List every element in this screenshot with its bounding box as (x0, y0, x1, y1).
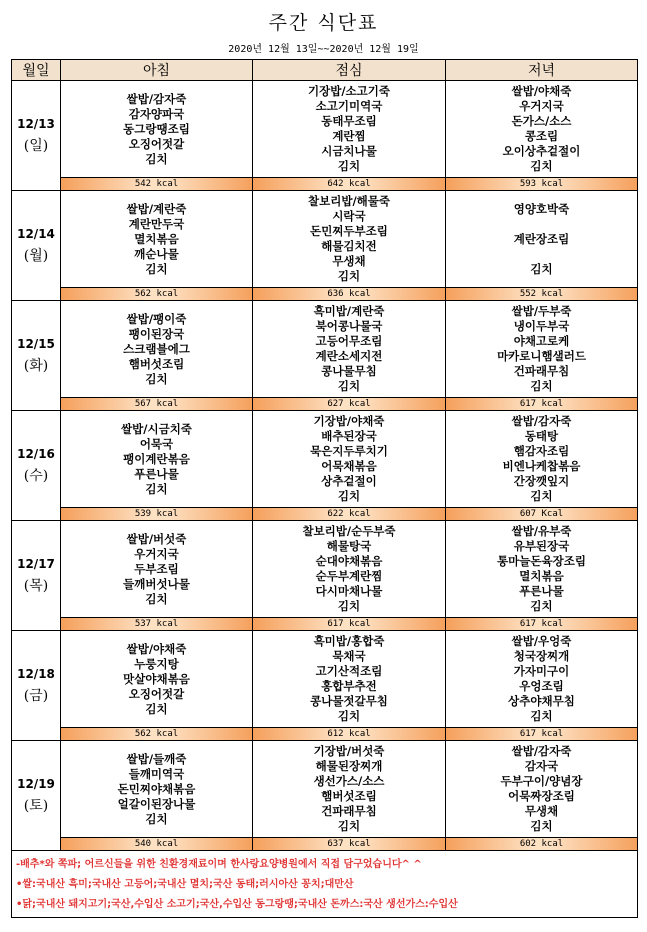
day-cell (12, 631, 61, 741)
date-label: 12/19 (17, 776, 55, 791)
menu-item: 돈민찌야채볶음 (117, 781, 196, 796)
menu-item: 계란찜 (332, 129, 366, 143)
breakfast-cell (61, 411, 253, 508)
day-cell (12, 191, 61, 301)
menu-item: 해물된장찌개 (315, 759, 383, 773)
menu-item: 콩나물젓갈무침 (310, 694, 388, 708)
day-row (12, 631, 638, 728)
menu-item: 햄버섯조림 (128, 356, 185, 371)
menu-item: 두부조림 (134, 561, 179, 576)
kcal-cell: 567 kcal (61, 398, 253, 411)
weekly-menu-table (11, 59, 638, 918)
breakfast-cell (61, 631, 253, 728)
day-row (12, 81, 638, 178)
menu-item: 오이상추겉절이 (502, 144, 581, 158)
kcal-cell: 562 kcal (61, 728, 253, 741)
menu-item: 쌀밥/버섯죽 (126, 531, 187, 546)
menu-item: 상추야채무침 (508, 694, 575, 708)
lunch-cell (253, 741, 446, 838)
kcal-cell: 617 kcal (446, 398, 638, 411)
menu-item: 들깨미역국 (128, 766, 185, 781)
kcal-cell: 642 kcal (253, 178, 446, 191)
menu-item: 맛살야채볶음 (123, 671, 190, 686)
menu-item: 청국장찌개 (513, 649, 570, 663)
weekday-label: (일) (23, 137, 49, 154)
footnotes (12, 851, 638, 918)
kcal-row (12, 728, 638, 741)
lunch-cell (253, 631, 446, 728)
menu-item: 쌀밥/감자죽 (511, 744, 572, 758)
menu-item: 어묵짜장조림 (508, 789, 575, 803)
weekday-label: (목) (23, 577, 49, 594)
breakfast-cell (61, 191, 253, 288)
menu-item: 다시마채나물 (315, 584, 383, 598)
menu-item: 김치 (530, 599, 553, 613)
breakfast-cell (61, 301, 253, 398)
day-cell (12, 301, 61, 411)
menu-item: 깨순나물 (134, 246, 179, 261)
menu-item: 쌀밥/계란죽 (126, 201, 187, 216)
dinner-cell (446, 81, 638, 178)
menu-item: 감자양파국 (128, 106, 185, 121)
menu-item: 찰보리밥/해물죽 (308, 194, 390, 208)
menu-item: 햄감자조림 (513, 444, 570, 458)
menu-item: 어묵국 (139, 436, 174, 451)
menu-item: 동태무조림 (321, 114, 377, 128)
kcal-row (12, 618, 638, 631)
kcal-cell: 622 kcal (253, 508, 446, 521)
menu-item: 멸치볶음 (134, 231, 179, 246)
menu-item: 동태탕 (524, 429, 559, 443)
kcal-row (12, 178, 638, 191)
dinner-cell (446, 521, 638, 618)
menu-item: 생선가스/소스 (313, 774, 385, 788)
menu-item: 우거지국 (519, 99, 564, 113)
menu-item: 김치 (337, 379, 361, 393)
menu-item: 멸치볶음 (519, 569, 564, 583)
kcal-cell: 537 kcal (61, 618, 253, 631)
menu-body (12, 81, 638, 851)
kcal-cell: 539 kcal (61, 508, 253, 521)
menu-item: 스크램블에그 (123, 341, 190, 356)
dinner-cell (446, 631, 638, 728)
menu-item: 쌀밥/두부죽 (511, 304, 572, 318)
menu-item: 야채고로케 (513, 334, 570, 348)
menu-item: 비엔나케찹볶음 (502, 459, 581, 473)
breakfast-cell (61, 741, 253, 838)
header-day: 월일 (12, 60, 61, 81)
day-cell (12, 81, 61, 191)
menu-item: 계란만두국 (128, 216, 185, 231)
header-row (12, 60, 638, 81)
menu-item: 김치 (145, 811, 168, 826)
menu-item: 김치 (145, 261, 168, 276)
menu-item: 건파래무침 (513, 364, 570, 378)
menu-item: 오징어젓갈 (128, 136, 185, 151)
menu-item: 계란소세지전 (315, 349, 383, 363)
menu-item: 쌀밥/시금치죽 (121, 421, 192, 436)
menu-item: 기장밥/버섯죽 (313, 744, 385, 758)
menu-item: 소고기미역국 (315, 99, 383, 113)
kcal-cell: 617 kcal (253, 618, 446, 631)
kcal-cell: 562 kcal (61, 288, 253, 301)
day-cell (12, 411, 61, 521)
menu-period: 2020년 12월 13일~~2020년 12월 19일 (228, 44, 419, 55)
menu-item: 유부된장국 (513, 539, 570, 553)
menu-item: 푸른나물 (134, 466, 179, 481)
kcal-row (12, 398, 638, 411)
menu-item: 시금치나물 (321, 144, 377, 158)
footnote-line: •쌀:국내산 흑미;국내산 고등어;국내산 멸치;국산 동태;러시아산 꽁치;대만산 (16, 879, 354, 890)
header-lunch: 점심 (253, 60, 446, 81)
menu-item: 배추된장국 (321, 429, 377, 443)
menu-item: 순대야채볶음 (315, 554, 383, 568)
menu-item: 묵은지두루치기 (310, 444, 388, 458)
lunch-cell (253, 191, 446, 288)
menu-item (446, 217, 637, 232)
menu-item: 들깨버섯나물 (123, 576, 190, 591)
menu-item: 누룽지탕 (134, 656, 179, 671)
menu-item: 콩나물무침 (321, 364, 377, 378)
weekday-label: (화) (23, 357, 49, 374)
menu-item: 김치 (530, 819, 553, 833)
menu-item: 냉이두부국 (513, 319, 570, 333)
menu-item: 영양호박죽 (513, 201, 570, 216)
kcal-row (12, 288, 638, 301)
menu-item: 김치 (145, 371, 168, 386)
footnote-line: -배추*와 쪽파; 어르신들을 위한 친환경재료이며 한사랑요양병원에서 직접 담구었습니다^ ^ (16, 859, 422, 870)
menu-item: 기장밥/소고기죽 (308, 84, 390, 98)
menu-item: 김치 (145, 151, 168, 166)
menu-item: 김치 (530, 261, 553, 276)
menu-item: 해물탕국 (326, 539, 372, 553)
menu-item: 쌀밥/들깨죽 (126, 751, 187, 766)
menu-item: 동그랑땡조림 (123, 121, 190, 136)
menu-item: 김치 (337, 709, 361, 723)
footnote-line: •닭;국내산 돼지고기;국산,수입산 소고기;국산,수입산 동그랑땡;국내산 돈까스:국산 생선가스:수입산 (16, 899, 458, 910)
breakfast-cell (61, 521, 253, 618)
menu-item: 마카로니햄샐러드 (497, 349, 586, 363)
lunch-cell (253, 521, 446, 618)
dinner-cell (446, 411, 638, 508)
menu-item: 김치 (145, 481, 168, 496)
menu-item: 묵채국 (332, 649, 366, 663)
menu-item: 무생채 (524, 804, 559, 818)
menu-item: 돈민찌두부조림 (310, 224, 388, 238)
kcal-row (12, 838, 638, 851)
date-label: 12/16 (17, 446, 55, 461)
menu-item: 김치 (145, 701, 168, 716)
kcal-cell: 552 kcal (446, 288, 638, 301)
menu-item: 통마늘돈육장조림 (497, 554, 586, 568)
menu-item: 김치 (337, 159, 361, 173)
menu-item: 가자미구이 (513, 664, 570, 678)
menu-item: 쌀밥/우엉죽 (511, 634, 572, 648)
date-label: 12/17 (17, 556, 55, 571)
kcal-cell: 637 kcal (253, 838, 446, 851)
menu-item: 김치 (530, 379, 553, 393)
dinner-cell (446, 741, 638, 838)
menu-item: 흑미밥/계란죽 (313, 304, 385, 318)
kcal-cell: 617 kcal (446, 618, 638, 631)
menu-item: 쌀밥/감자죽 (126, 91, 187, 106)
menu-item: 시락국 (332, 209, 366, 223)
menu-item: 팽이된장국 (128, 326, 185, 341)
kcal-cell: 540 kcal (61, 838, 253, 851)
menu-item: 쌀밥/팽이죽 (126, 311, 187, 326)
header-dinner: 저녁 (446, 60, 638, 81)
dinner-cell (446, 301, 638, 398)
dinner-cell (446, 191, 638, 288)
menu-item: 계란장조림 (513, 231, 570, 246)
menu-item: 쌀밥/감자죽 (511, 414, 572, 428)
menu-item: 쌀밥/야채죽 (126, 641, 187, 656)
menu-item: 고기산적조림 (315, 664, 383, 678)
menu-item: 북어콩나물국 (315, 319, 383, 333)
lunch-cell (253, 411, 446, 508)
menu-item: 햄버섯조림 (321, 789, 377, 803)
day-row (12, 191, 638, 288)
date-label: 12/14 (17, 226, 55, 241)
menu-item: 우거지국 (134, 546, 179, 561)
menu-item: 우엉조림 (519, 679, 564, 693)
menu-item: 감자국 (524, 759, 559, 773)
kcal-cell: 636 kcal (253, 288, 446, 301)
page-title: 주간 식단표 (268, 12, 379, 34)
kcal-cell: 612 kcal (253, 728, 446, 741)
menu-item: 찰보리밥/순두부죽 (302, 524, 396, 538)
menu-item: 상추겉절이 (321, 474, 377, 488)
menu-item: 돈가스/소스 (511, 114, 572, 128)
menu-item: 김치 (337, 489, 361, 503)
menu-item: 김치 (530, 159, 553, 173)
day-row (12, 411, 638, 508)
menu-item: 어묵채볶음 (321, 459, 377, 473)
date-label: 12/15 (17, 336, 55, 351)
kcal-row (12, 508, 638, 521)
menu-item: 흑미밥/홍합죽 (313, 634, 385, 648)
weekday-label: (금) (23, 687, 49, 704)
breakfast-cell (61, 81, 253, 178)
footnote-row (12, 851, 638, 918)
weekday-label: (수) (23, 467, 49, 484)
menu-item: 무생채 (332, 254, 366, 268)
lunch-cell (253, 81, 446, 178)
lunch-cell (253, 301, 446, 398)
kcal-cell: 627 kcal (253, 398, 446, 411)
day-cell (12, 741, 61, 851)
weekday-label: (월) (23, 247, 49, 264)
kcal-cell: 607 Kcal (446, 508, 638, 521)
menu-item: 고등어무조림 (315, 334, 383, 348)
day-cell (12, 521, 61, 631)
menu-item: 김치 (337, 269, 361, 283)
menu-item: 쌀밥/유부죽 (511, 524, 572, 538)
menu-item: 콩조림 (524, 129, 559, 143)
menu-item: 김치 (337, 599, 361, 613)
menu-item: 홍합부추전 (321, 679, 377, 693)
menu-item: 푸른나물 (519, 584, 564, 598)
menu-item: 김치 (530, 489, 553, 503)
menu-item: 순두부계란찜 (315, 569, 383, 583)
menu-item: 간장깻잎지 (513, 474, 570, 488)
day-row (12, 521, 638, 618)
kcal-cell: 593 kcal (446, 178, 638, 191)
menu-item: 두부구이/양념장 (500, 774, 583, 788)
day-row (12, 301, 638, 398)
kcal-cell: 617 kcal (446, 728, 638, 741)
date-label: 12/18 (17, 666, 55, 681)
menu-item: 기장밥/야채죽 (313, 414, 385, 428)
day-row (12, 741, 638, 838)
menu-item (446, 247, 637, 262)
weekday-label: (토) (23, 797, 49, 814)
menu-item: 얼갈이된장나물 (117, 796, 196, 811)
kcal-cell: 542 kcal (61, 178, 253, 191)
menu-item: 김치 (337, 819, 361, 833)
menu-item: 쌀밥/야채죽 (511, 84, 572, 98)
menu-item: 팽이계란볶음 (123, 451, 190, 466)
date-label: 12/13 (17, 116, 55, 131)
menu-item: 김치 (530, 709, 553, 723)
kcal-cell: 602 kcal (446, 838, 638, 851)
menu-item: 오징어젓갈 (128, 686, 185, 701)
menu-item: 김치 (145, 591, 168, 606)
menu-item: 해물김치전 (321, 239, 377, 253)
menu-item: 건파래무침 (321, 804, 377, 818)
header-breakfast: 아침 (61, 60, 253, 81)
